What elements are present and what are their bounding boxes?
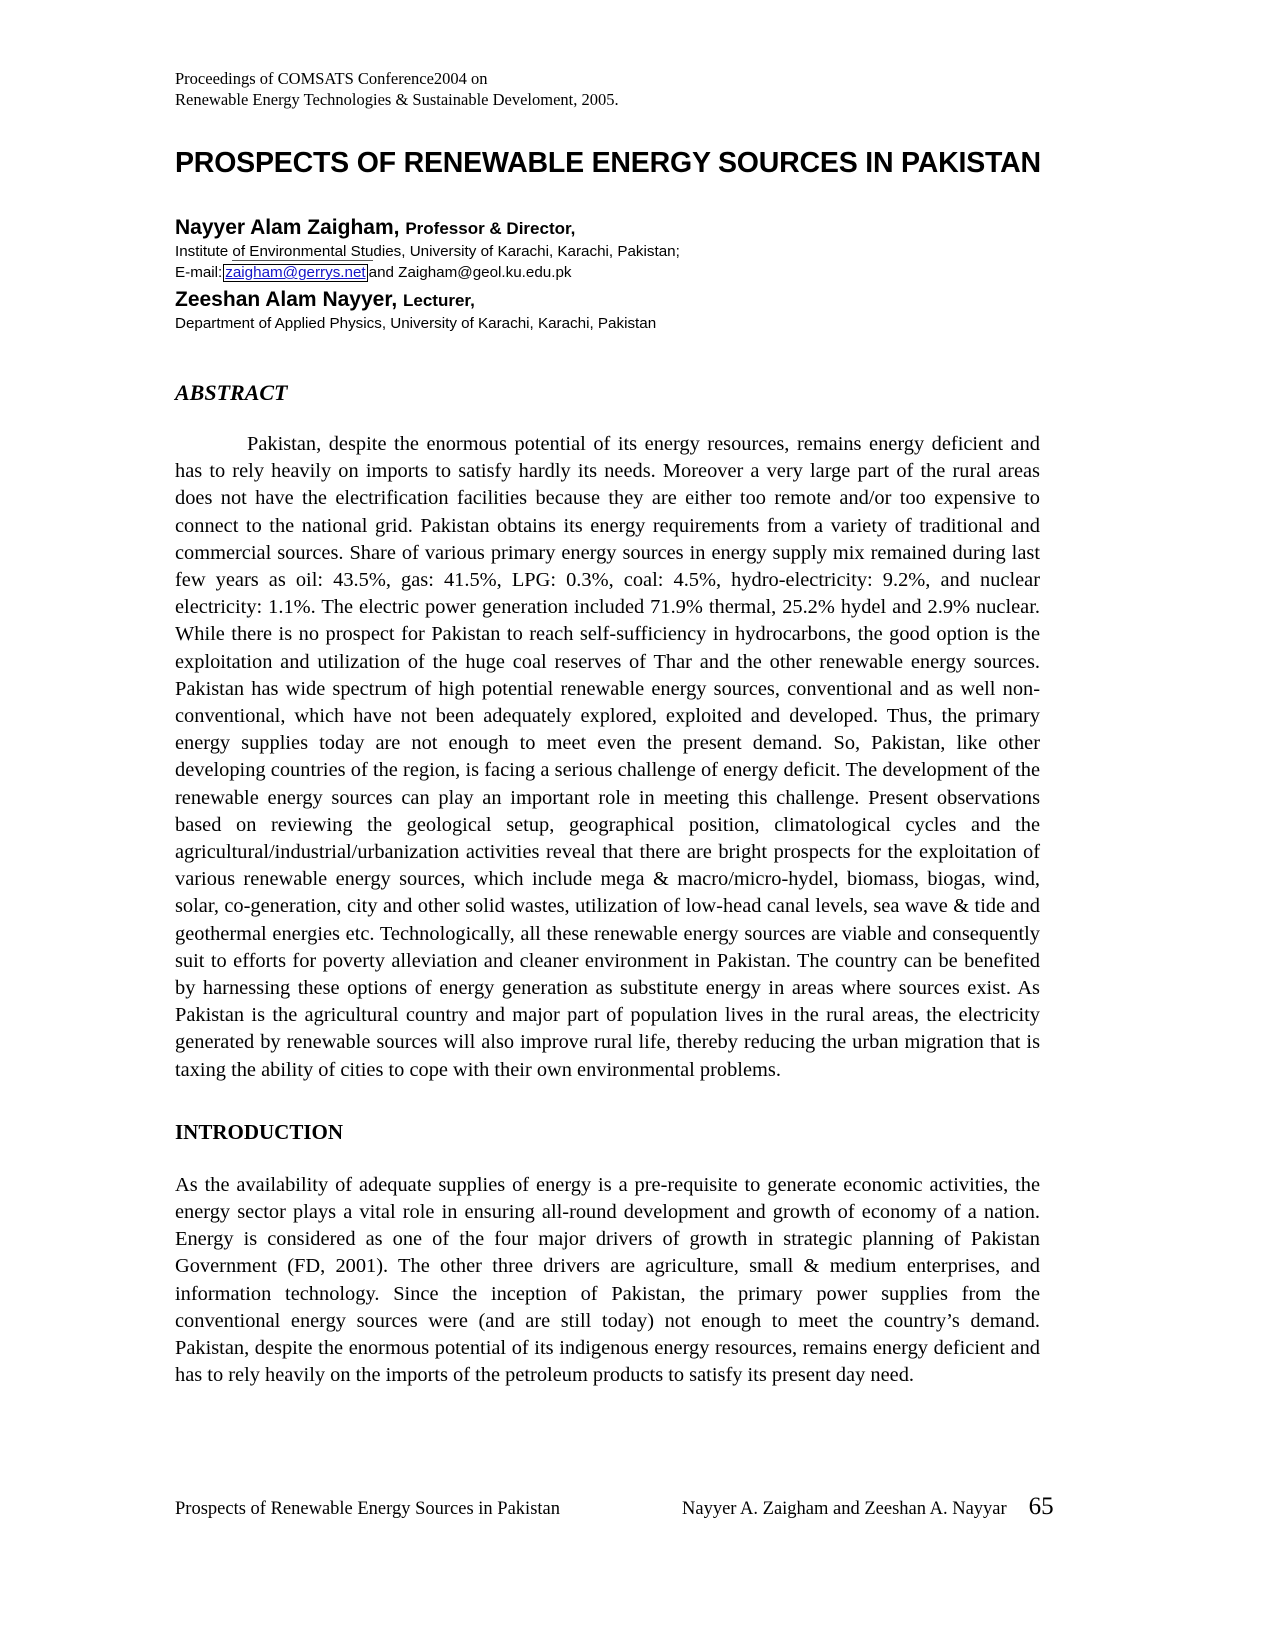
email-hyperlink-text[interactable]: zaigham@gerrys.net [225,264,366,281]
author2-affiliation: Department of Applied Physics, University of Karachi, Karachi, Pakistan [175,315,657,332]
author2-role: Lecturer, [403,291,475,310]
running-head [175,68,1040,110]
abstract-heading: ABSTRACT [175,380,288,405]
author1-email-line [175,262,1040,283]
email-secondary-text: and Zaigham@geol.ku.edu.pk [368,264,572,281]
author1-affiliation-part2: dies, University of Karachi, Karachi, Pakistan; [373,243,680,260]
footer-left-text: Prospects of Renewable Energy Sources in Pakistan [175,1499,560,1519]
page-title: PROSPECTS OF RENEWABLE ENERGY SOURCES IN PAKISTAN [175,147,1041,179]
author1-role: Professor & Director, [405,219,576,238]
author-secondary-name [175,286,1040,314]
author-block [175,214,1040,334]
page-content [175,0,1040,1390]
footer-author-text: Nayyer A. Zaigham and Zeeshan A. Nayyar [682,1499,1007,1519]
author2-name: Zeeshan Alam Nayyer, [175,288,398,311]
introduction-paragraph: As the availability of adequate supplies of energy is a pre-requisite to generate economic activities, the energy sector plays a vital role in ensuring all-round development and growth of economy of a nation. Energy is considered as one of the four major drivers of growth in strategic planning of Pakistan Government (FD, 2001). The other three drivers are agriculture, small & medium enterprises, and information technology. Since the inception of Pakistan, the primary power supplies from the conventional energy sources were (and are still today) not enough to meet the country’s demand. Pakistan, despite the enormous potential of its indigenous energy resources, remains energy deficient and has to rely heavily on the imports of the petroleum products to satisfy its present day need. [175,1173,1040,1387]
abstract-paragraph: Pakistan, despite the enormous potential of its energy resources, remains energy deficient and has to rely heavily on imports to satisfy hardly its needs. Moreover a very large part of the rural areas does not have the electrification facilities because they are either too remote and/or too expensive to connect to the national grid. Pakistan obtains its energy requirements from a variety of traditional and commercial sources. Share of various primary energy sources in energy supply mix remained during last few years as oil: 43.5%, gas: 41.5%, LPG: 0.3%, coal: 4.5%, hydro-electricity: 9.2%, and nuclear electricity: 1.1%. The electric power generation included 71.9% thermal, 25.2% hydel and 2.9% nuclear. While there is no prospect for Pakistan to reach self-sufficiency in hydrocarbons, the good option is the exploitation and utilization of the huge coal reserves of Thar and the other renewable energy sources. Pakistan has wide spectrum of high potential renewable energy sources, conventional and as well non-conventional, which have not been adequately explored, exploited and developed. Thus, the primary energy supplies today are not enough to meet even the present demand. So, Pakistan, like other developing countries of the region, is facing a serious challenge of energy deficit. The development of the renewable energy sources can play an important role in meeting this challenge. Present observations based on reviewing the geological setup, geographical position, climatological cycles and the agricultural/industrial/urbanization activities reveal that there are bright prospects for the exploitation of various renewable energy sources, which include mega & macro/micro-hydel, biomass, biogas, wind, solar, co-generation, city and other solid wastes, utilization of low-head canal levels, sea wave & tide and geothermal energies etc. Technologically, all these renewable energy sources are viable and consequently suit to efforts for poverty alleviation and cleaner environment in Pakistan. The country can be benefited by harnessing these options of energy generation as substitute energy in areas where sources exist. As Pakistan is the agricultural country and major part of population lives in the rural areas, the electricity generated by renewable sources will also improve rural life, thereby reducing the urban migration that is taxing the ability of cities to cope with their own environmental problems. [175,433,1040,1081]
running-head-line-2: Renewable Energy Technologies & Sustainable Develoment, 2005. [175,90,619,109]
running-head-line-1: Proceedings of COMSATS Conference2004 on [175,69,488,88]
author1-affiliation-part1: Institute [175,243,229,260]
author1-name: Nayyer Alam Zaigham, [175,216,400,239]
email-hyperlink-box[interactable] [223,264,367,282]
author1-affiliation [175,242,1040,262]
author-primary-name [175,214,1040,242]
email-label: E-mail: [175,264,223,281]
footer-page-number: 65 [1028,1493,1054,1520]
introduction-heading: INTRODUCTION [175,1119,344,1144]
author1-affiliation-spellchecked: of Environmental Stu [232,243,374,260]
page-footer [175,1495,1055,1521]
